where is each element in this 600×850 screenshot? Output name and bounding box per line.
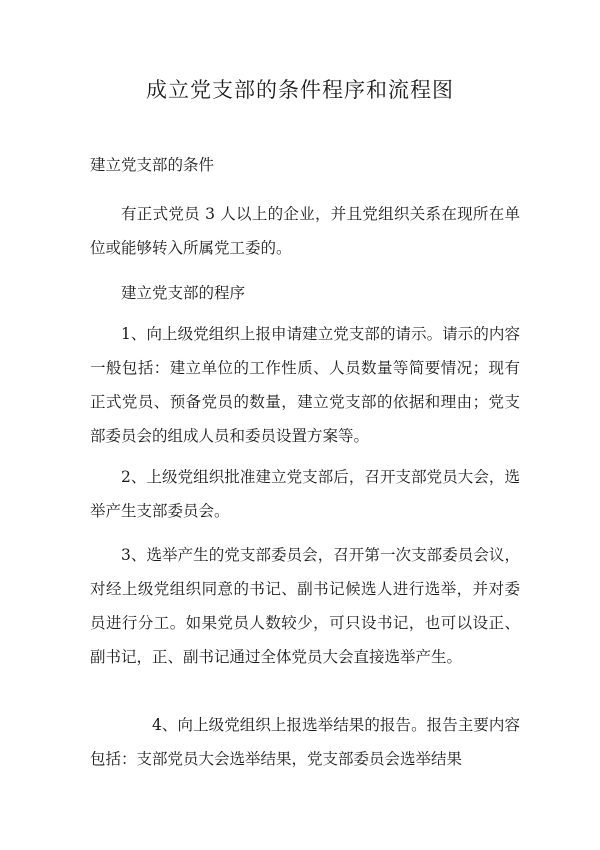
section-heading-procedure: 建立党支部的程序 xyxy=(121,284,246,302)
conditions-paragraph: 有正式党员 3 人以上的企业，并且党组织关系在现所在单位或能够转入所属党工委的。 xyxy=(90,205,520,257)
procedure-step-1: 1、向上级党组织上报申请建立党支部的请示。请示的内容一般包括：建立单位的工作性质、人员数量等简要情况；现有正式党员、预备党员的数量，建立党支部的依据和理由；党支部委员会的组成人员和委员设置方案等。 xyxy=(90,325,520,445)
procedure-step-4: 4、向上级党组织上报选举结果的报告。报告主要内容包括：支部党员大会选举结果，党支部委员会选举结果 xyxy=(90,716,520,768)
procedure-step-2: 2、上级党组织批准建立党支部后，召开支部党员大会，选举产生支部委员会。 xyxy=(90,468,520,520)
section-heading-conditions: 建立党支部的条件 xyxy=(90,156,215,174)
procedure-step-3: 3、选举产生的党支部委员会，召开第一次支部委员会议，对经上级党组织同意的书记、副书记候选人进行选举，并对委员进行分工。如果党员人数较少，可只设书记，也可以设正、副书记，正、副书记通过全体党员大会直接选举产生。 xyxy=(90,546,520,666)
document-title: 成立党支部的条件程序和流程图 xyxy=(146,78,454,102)
